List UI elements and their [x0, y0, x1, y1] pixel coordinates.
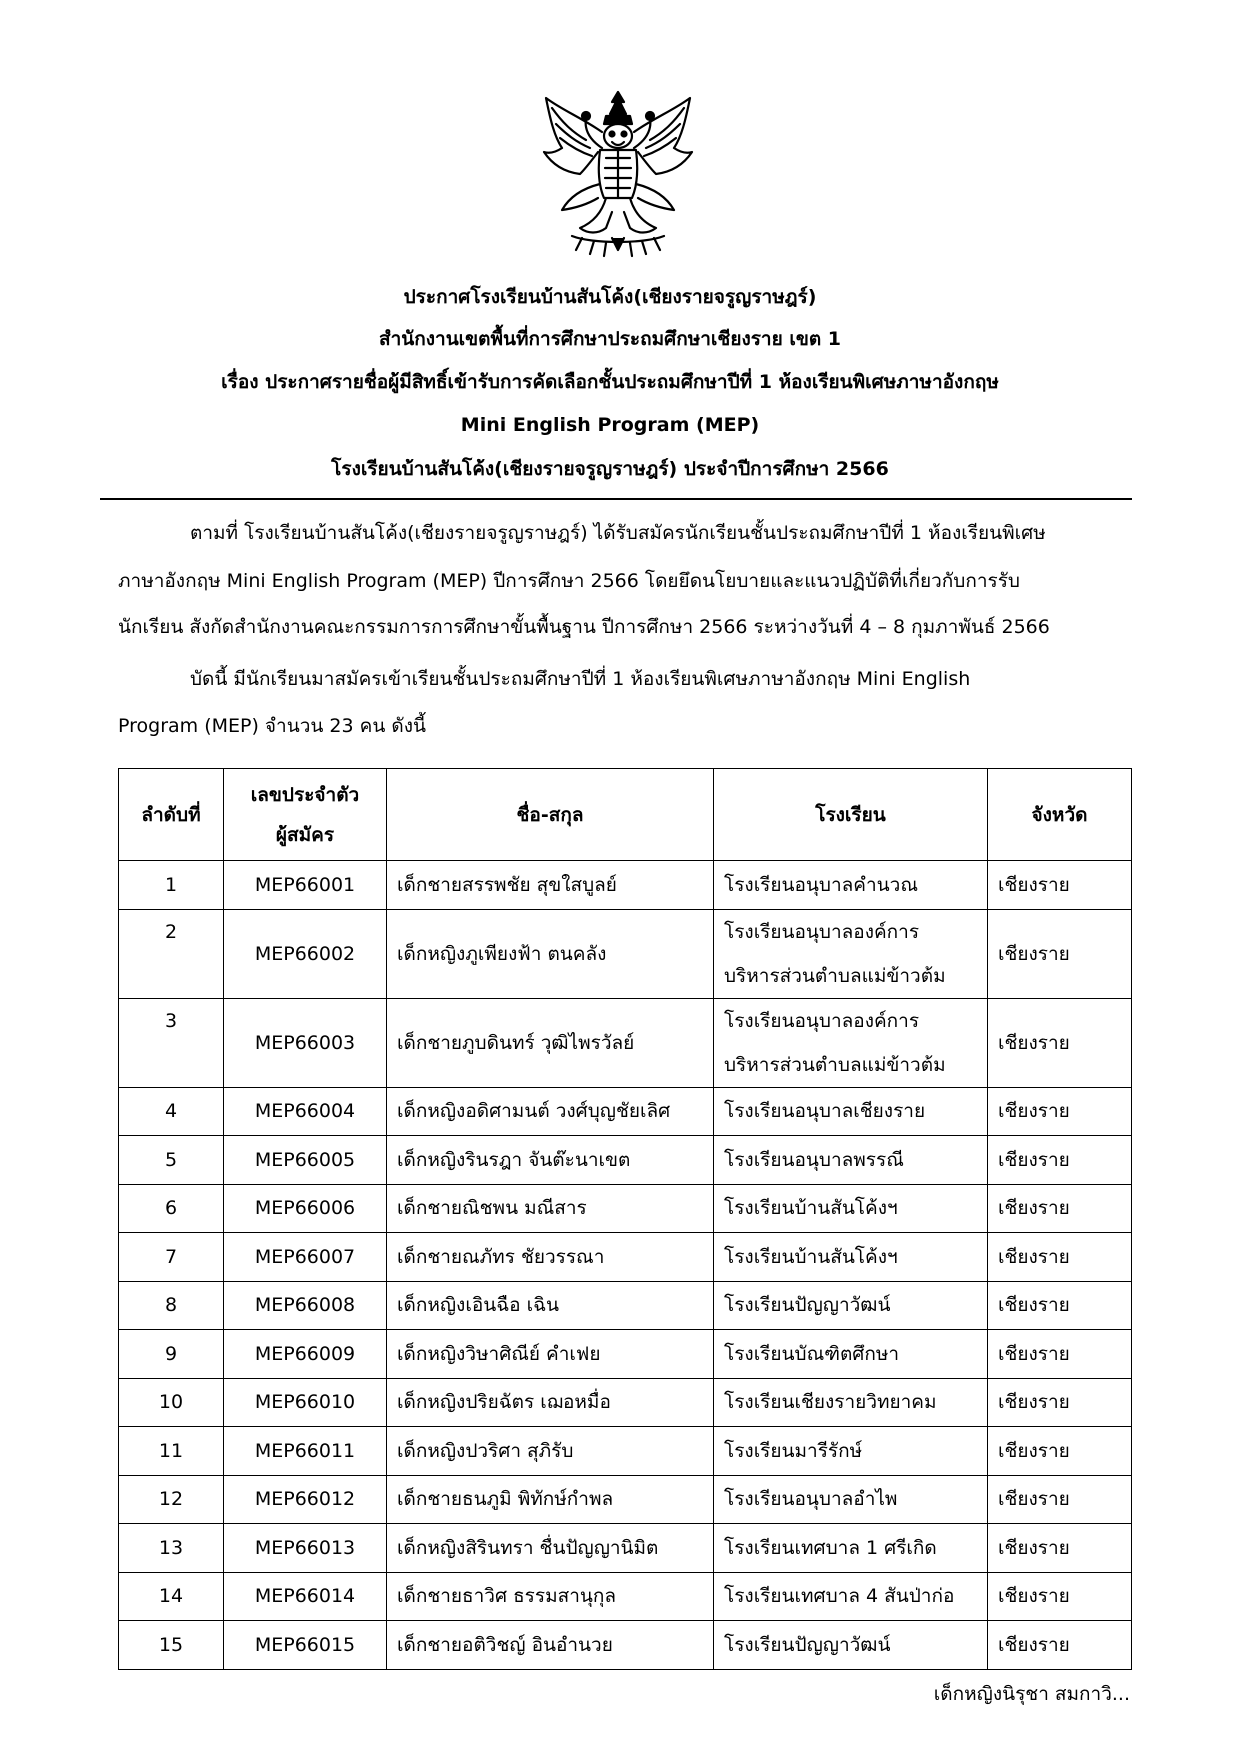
school-name-line-2: บริหารส่วนตำบลแม่ข้าวต้ม [724, 964, 946, 987]
applicant-id: MEP66012 [224, 1475, 387, 1524]
table-row [119, 1330, 1132, 1379]
row-number: 13 [119, 1524, 224, 1573]
school-name: โรงเรียนเทศบาล 1 ศรีเกิด [714, 1524, 988, 1573]
school-name: โรงเรียนเชียงรายวิทยาคม [714, 1378, 988, 1427]
header-id-line-2: ผู้สมัคร [275, 823, 335, 846]
row-number: 4 [119, 1087, 224, 1136]
school-name-line-1: โรงเรียนอนุบาลองค์การ [724, 920, 920, 943]
applicant-id: MEP66004 [224, 1087, 387, 1136]
row-number: 2 [119, 909, 224, 998]
table-row [119, 998, 1132, 1087]
header-province: จังหวัด [988, 769, 1132, 861]
header-applicant-id [224, 769, 387, 861]
province: เชียงราย [988, 1475, 1132, 1524]
applicant-name: เด็กหญิงสิรินทรา ชื่นปัญญานิมิต [387, 1524, 714, 1573]
school-name: โรงเรียนบ้านสันโค้งฯ [714, 1233, 988, 1282]
school-name-line-2: บริหารส่วนตำบลแม่ข้าวต้ม [724, 1053, 946, 1076]
province: เชียงราย [988, 861, 1132, 910]
applicant-name: เด็กชายภูบดินทร์ วุฒิไพรวัลย์ [387, 998, 714, 1087]
province: เชียงราย [988, 1427, 1132, 1476]
row-number: 6 [119, 1184, 224, 1233]
school-name [714, 998, 988, 1087]
office-name: สำนักงานเขตพื้นที่การศึกษาประถมศึกษาเชียงราย เขต 1 [378, 328, 842, 350]
header-no: ลำดับที่ [119, 769, 224, 861]
table-header-row [119, 769, 1132, 861]
row-number: 15 [119, 1621, 224, 1670]
applicant-id: MEP66014 [224, 1572, 387, 1621]
row-number: 3 [119, 998, 224, 1087]
table-row [119, 909, 1132, 998]
school-name: โรงเรียนอนุบาลคำนวณ [714, 861, 988, 910]
announcement-title: ประกาศโรงเรียนบ้านสันโค้ง(เชียงรายจรูญราษฎร์) [403, 286, 817, 308]
province: เชียงราย [988, 1378, 1132, 1427]
table-row [119, 1281, 1132, 1330]
table-row [119, 1087, 1132, 1136]
applicant-id: MEP66002 [224, 909, 387, 998]
paragraph-2-line-2: Program (MEP) จำนวน 23 คน ดังนี้ [118, 715, 426, 737]
row-number: 10 [119, 1378, 224, 1427]
applicant-name: เด็กชายอติวิชญ์ อินอำนวย [387, 1621, 714, 1670]
applicant-name: เด็กหญิงปริยฉัตร เฌอหมื่อ [387, 1378, 714, 1427]
province: เชียงราย [988, 909, 1132, 998]
applicant-id: MEP66003 [224, 998, 387, 1087]
applicant-name: เด็กหญิงวิษาศิณีย์ คำเฟย [387, 1330, 714, 1379]
applicant-id: MEP66010 [224, 1378, 387, 1427]
table-row [119, 1621, 1132, 1670]
table-row [119, 1136, 1132, 1185]
school-name [714, 909, 988, 998]
header-divider [100, 498, 1132, 500]
school-name: โรงเรียนเทศบาล 4 สันป่าก่อ [714, 1572, 988, 1621]
applicant-name: เด็กชายสรรพชัย สุขใสบูลย์ [387, 861, 714, 910]
school-name: โรงเรียนบัณฑิตศึกษา [714, 1330, 988, 1379]
table-row [119, 1524, 1132, 1573]
province: เชียงราย [988, 1184, 1132, 1233]
school-name: โรงเรียนอนุบาลเชียงราย [714, 1087, 988, 1136]
applicant-id: MEP66011 [224, 1427, 387, 1476]
table-row [119, 1378, 1132, 1427]
applicant-id: MEP66009 [224, 1330, 387, 1379]
province: เชียงราย [988, 1281, 1132, 1330]
applicant-table [118, 768, 1132, 1670]
province: เชียงราย [988, 1621, 1132, 1670]
applicant-id: MEP66015 [224, 1621, 387, 1670]
row-number: 11 [119, 1427, 224, 1476]
province: เชียงราย [988, 998, 1132, 1087]
applicant-id: MEP66007 [224, 1233, 387, 1282]
row-number: 12 [119, 1475, 224, 1524]
province: เชียงราย [988, 1330, 1132, 1379]
school-name: โรงเรียนปัญญาวัฒน์ [714, 1281, 988, 1330]
applicant-name: เด็กหญิงภูเพียงฟ้า ตนคลัง [387, 909, 714, 998]
province: เชียงราย [988, 1572, 1132, 1621]
paragraph-1-line-1: ตามที่ โรงเรียนบ้านสันโค้ง(เชียงรายจรูญราษฎร์) ได้รับสมัครนักเรียนชั้นประถมศึกษาปีที่ 1 ห้องเรียนพิเศษ [190, 522, 1046, 544]
row-number: 8 [119, 1281, 224, 1330]
applicant-id: MEP66008 [224, 1281, 387, 1330]
applicant-name: เด็กหญิงรินรฎา จันต๊ะนาเขต [387, 1136, 714, 1185]
applicant-name: เด็กชายธาวิศ ธรรมสานุกุล [387, 1572, 714, 1621]
announcement-subject: เรื่อง ประกาศรายชื่อผู้มีสิทธิ์เข้ารับการคัดเลือกชั้นประถมศึกษาปีที่ 1 ห้องเรียนพิเศษภาษาอังกฤษ [221, 371, 999, 393]
applicant-name: เด็กหญิงเอินฉือ เฉิน [387, 1281, 714, 1330]
applicant-name: เด็กชายณิชพน มณีสาร [387, 1184, 714, 1233]
school-name: โรงเรียนปัญญาวัฒน์ [714, 1621, 988, 1670]
province: เชียงราย [988, 1524, 1132, 1573]
school-name: โรงเรียนบ้านสันโค้งฯ [714, 1184, 988, 1233]
applicant-name: เด็กชายณภัทร ชัยวรรณา [387, 1233, 714, 1282]
school-year-line: โรงเรียนบ้านสันโค้ง(เชียงรายจรูญราษฎร์) ประจำปีการศึกษา 2566 [331, 458, 889, 480]
school-name: โรงเรียนมารีรักษ์ [714, 1427, 988, 1476]
paragraph-1-line-3: นักเรียน สังกัดสำนักงานคณะกรรมการการศึกษาขั้นพื้นฐาน ปีการศึกษา 2566 ระหว่างวันที่ 4 – 8 กุมภาพันธ์ 2566 [118, 616, 1050, 638]
header-id-line-1: เลขประจำตัว [250, 783, 360, 806]
table-row [119, 1475, 1132, 1524]
garuda-emblem-icon [532, 88, 704, 258]
table-row [119, 1427, 1132, 1476]
province: เชียงราย [988, 1087, 1132, 1136]
row-number: 14 [119, 1572, 224, 1621]
province: เชียงราย [988, 1233, 1132, 1282]
school-name-line-1: โรงเรียนอนุบาลองค์การ [724, 1009, 920, 1032]
row-number: 7 [119, 1233, 224, 1282]
table-row [119, 1233, 1132, 1282]
table-row [119, 861, 1132, 910]
applicant-id: MEP66013 [224, 1524, 387, 1573]
school-name: โรงเรียนอนุบาลอำไพ [714, 1475, 988, 1524]
school-name: โรงเรียนอนุบาลพรรณี [714, 1136, 988, 1185]
paragraph-1-line-2: ภาษาอังกฤษ Mini English Program (MEP) ปีการศึกษา 2566 โดยยึดนโยบายและแนวปฏิบัติที่เกี่ยวกับการรับ [118, 570, 1020, 592]
header-name: ชื่อ-สกุล [387, 769, 714, 861]
header-school: โรงเรียน [714, 769, 988, 861]
paragraph-2-line-1: บัดนี้ มีนักเรียนมาสมัครเข้าเรียนชั้นประถมศึกษาปีที่ 1 ห้องเรียนพิเศษภาษาอังกฤษ Mini English [190, 668, 971, 690]
continued-next-page: เด็กหญิงนิรุชา สมกาวิ... [933, 1683, 1130, 1705]
province: เชียงราย [988, 1136, 1132, 1185]
applicant-id: MEP66001 [224, 861, 387, 910]
row-number: 1 [119, 861, 224, 910]
applicant-id: MEP66005 [224, 1136, 387, 1185]
table-row [119, 1184, 1132, 1233]
applicant-name: เด็กหญิงอดิศามนต์ วงศ์บุญชัยเลิศ [387, 1087, 714, 1136]
table-row [119, 1572, 1132, 1621]
applicant-id: MEP66006 [224, 1184, 387, 1233]
applicant-name: เด็กชายธนภูมิ พิทักษ์กำพล [387, 1475, 714, 1524]
row-number: 5 [119, 1136, 224, 1185]
applicant-name: เด็กหญิงปวริศา สุภิรับ [387, 1427, 714, 1476]
row-number: 9 [119, 1330, 224, 1379]
program-name: Mini English Program (MEP) [460, 414, 760, 436]
